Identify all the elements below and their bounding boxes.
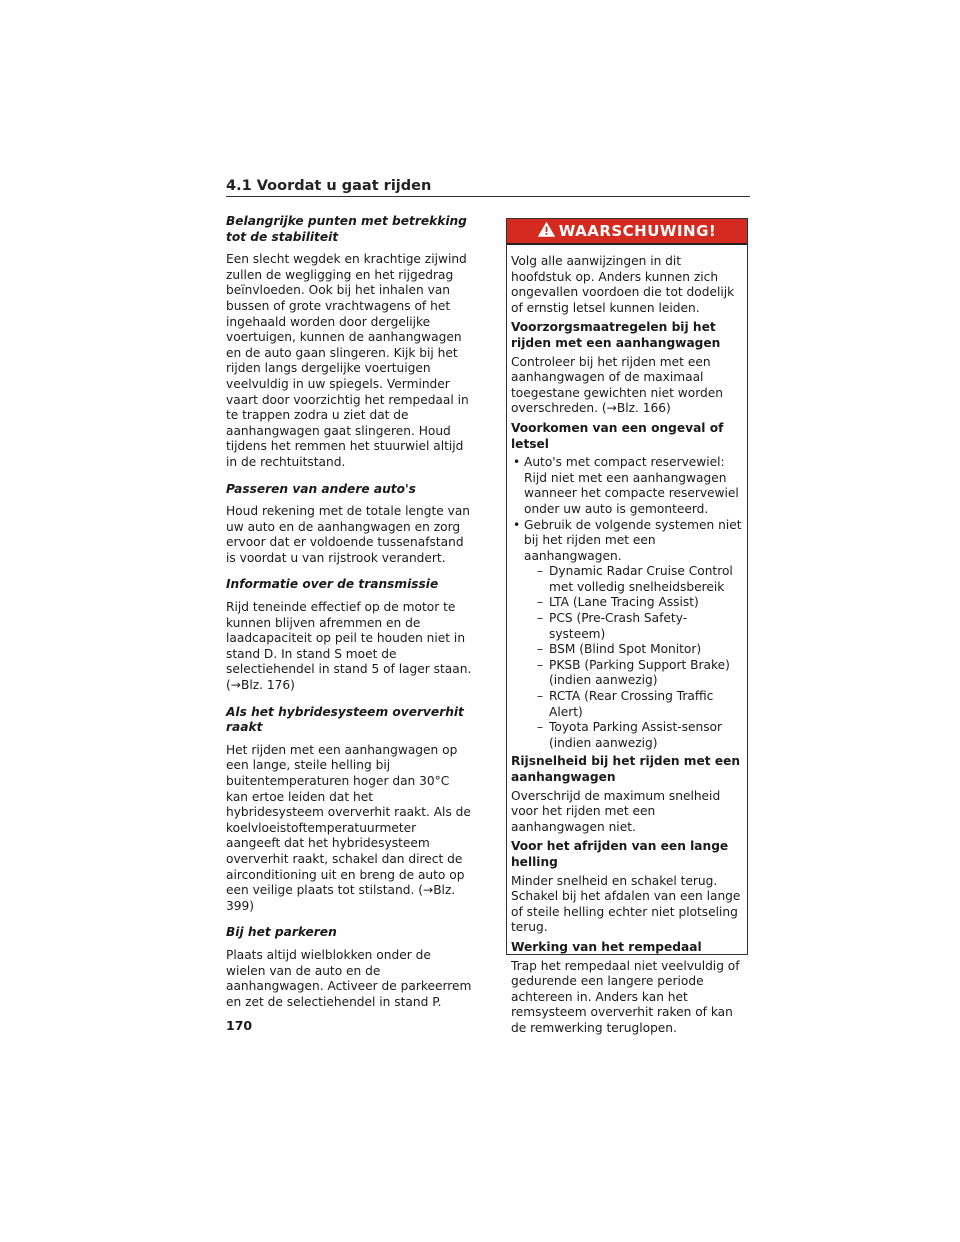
list-item	[511, 518, 743, 752]
left-column	[226, 214, 472, 1021]
warning-s1-text: Controleer bij het rijden met een aanhangwagen of de maximaal toegestane gewichten niet worden overschreden. (→Blz. 166)	[511, 354, 723, 416]
system-item: – Dynamic Radar Cruise Control met volledig snelheidsbereik	[524, 564, 743, 595]
warning-s2-list	[511, 455, 743, 751]
warning-body	[507, 245, 747, 1037]
warning-s5-heading: Werking van het rempedaal	[511, 939, 702, 954]
warning-title: WAARSCHUWING!	[558, 222, 717, 240]
system-item: – BSM (Blind Spot Monitor)	[524, 642, 743, 658]
warning-s4-heading: Voor het afrijden van een lange helling	[511, 839, 729, 869]
warning-triangle-icon	[538, 222, 555, 241]
text-parking: Plaats altijd wielblokken onder de wielen van de auto en de aanhangwagen. Activeer de parkeerrem en zet de selectiehendel in stand P.	[226, 947, 472, 1009]
system-item: – PKSB (Parking Support Brake) (indien aanwezig)	[524, 658, 743, 689]
heading-transmission: Informatie over de transmissie	[226, 577, 439, 592]
warning-s3-text: Overschrijd de maximum snelheid voor het rijden met een aanhangwagen niet.	[511, 788, 721, 834]
text-passing: Houd rekening met de totale lengte van uw auto en de aanhangwagen en zorg ervoor dat er voldoende tussenafstand is voordat u van rijstrook verandert.	[226, 504, 471, 565]
list-item-text: Gebruik de volgende systemen niet bij het rijden met een aanhangwagen.	[524, 517, 742, 563]
text-transmission: Rijd teneinde effectief op de motor te kunnen blijven afremmen en de laadcapaciteit op peil te houden niet in stand D. In stand S moet de selectiehendel in stand 5 of lager staan. (→Blz. 176)	[226, 600, 472, 693]
system-item: – Toyota Parking Assist-sensor (indien aanwezig)	[524, 720, 743, 751]
systems-list	[524, 564, 743, 751]
heading-parking: Bij het parkeren	[226, 925, 337, 940]
warning-header	[507, 219, 747, 245]
heading-overheating: Als het hybridesysteem oververhit raakt	[226, 704, 464, 735]
text-stability: Een slecht wegdek en krachtige zijwind zullen de wegligging en het rijgedrag beïnvloeden. Ook bij het inhalen van bussen of grote vrachtwagens of het ingehaald worden door dergelijke voertuigen, kunnen de aanhangwagen en de auto gaan slingeren. Kijk bij het rijden langs dergelijke voertuigen veelvuldig in uw spiegels. Verminder vaart door voorzichtig het rempedaal in te trappen zodra u ziet dat de aanhangwagen gaat slingeren. Houd tijdens het remmen het stuurwiel altijd in de rechtuitstand.	[226, 252, 469, 469]
warning-box	[506, 218, 748, 1035]
text-overheating: Het rijden met een aanhangwagen op een lange, steile helling bij buitentemperaturen hoger dan 30°C kan ertoe leiden dat het hybridesysteem oververhit raakt. Als de koelvloeistoftemperatuurmeter aangeeft dat het hybridesysteem oververhit raakt, schakel dan direct de airconditioning uit en breng de auto op een veilige plaats tot stilstand. (→Blz. 399)	[226, 742, 471, 913]
warning-s4-text: Minder snelheid en schakel terug. Schakel bij het afdalen van een lange of steile helling echter niet plotseling terug.	[511, 873, 741, 935]
system-item: – RCTA (Rear Crossing Traffic Alert)	[524, 689, 743, 720]
warning-s1-heading: Voorzorgsmaatregelen bij het rijden met een aanhangwagen	[511, 320, 721, 350]
warning-s5-text: Trap het rempedaal niet veelvuldig of gedurende een langere periode achtereen in. Anders kan het remsysteem oververhit raken of kan de remwerking teruglopen.	[511, 958, 740, 1035]
warning-intro: Volg alle aanwijzingen in dit hoofdstuk op. Anders kunnen zich ongevallen voordoen die tot dodelijk of ernstig letsel kunnen leiden.	[511, 254, 735, 315]
list-item: • Auto's met compact reservewiel: Rijd niet met een aanhangwagen wanneer het compacte reservewiel onder uw auto is gemonteerd.	[511, 455, 743, 517]
page-number: 170	[226, 1018, 253, 1033]
section-title: 4.1 Voordat u gaat rijden	[226, 178, 432, 194]
warning-s2-heading: Voorkomen van een ongeval of letsel	[511, 420, 724, 451]
warning-s3-heading: Rijsnelheid bij het rijden met een aanhangwagen	[511, 754, 741, 784]
heading-passing: Passeren van andere auto's	[226, 481, 416, 496]
system-item: – LTA (Lane Tracing Assist)	[524, 595, 743, 611]
section-header	[226, 178, 750, 197]
heading-stability: Belangrijke punten met betrekking tot de stabiliteit	[226, 214, 467, 244]
system-item: – PCS (Pre-Crash Safety-systeem)	[524, 611, 743, 642]
